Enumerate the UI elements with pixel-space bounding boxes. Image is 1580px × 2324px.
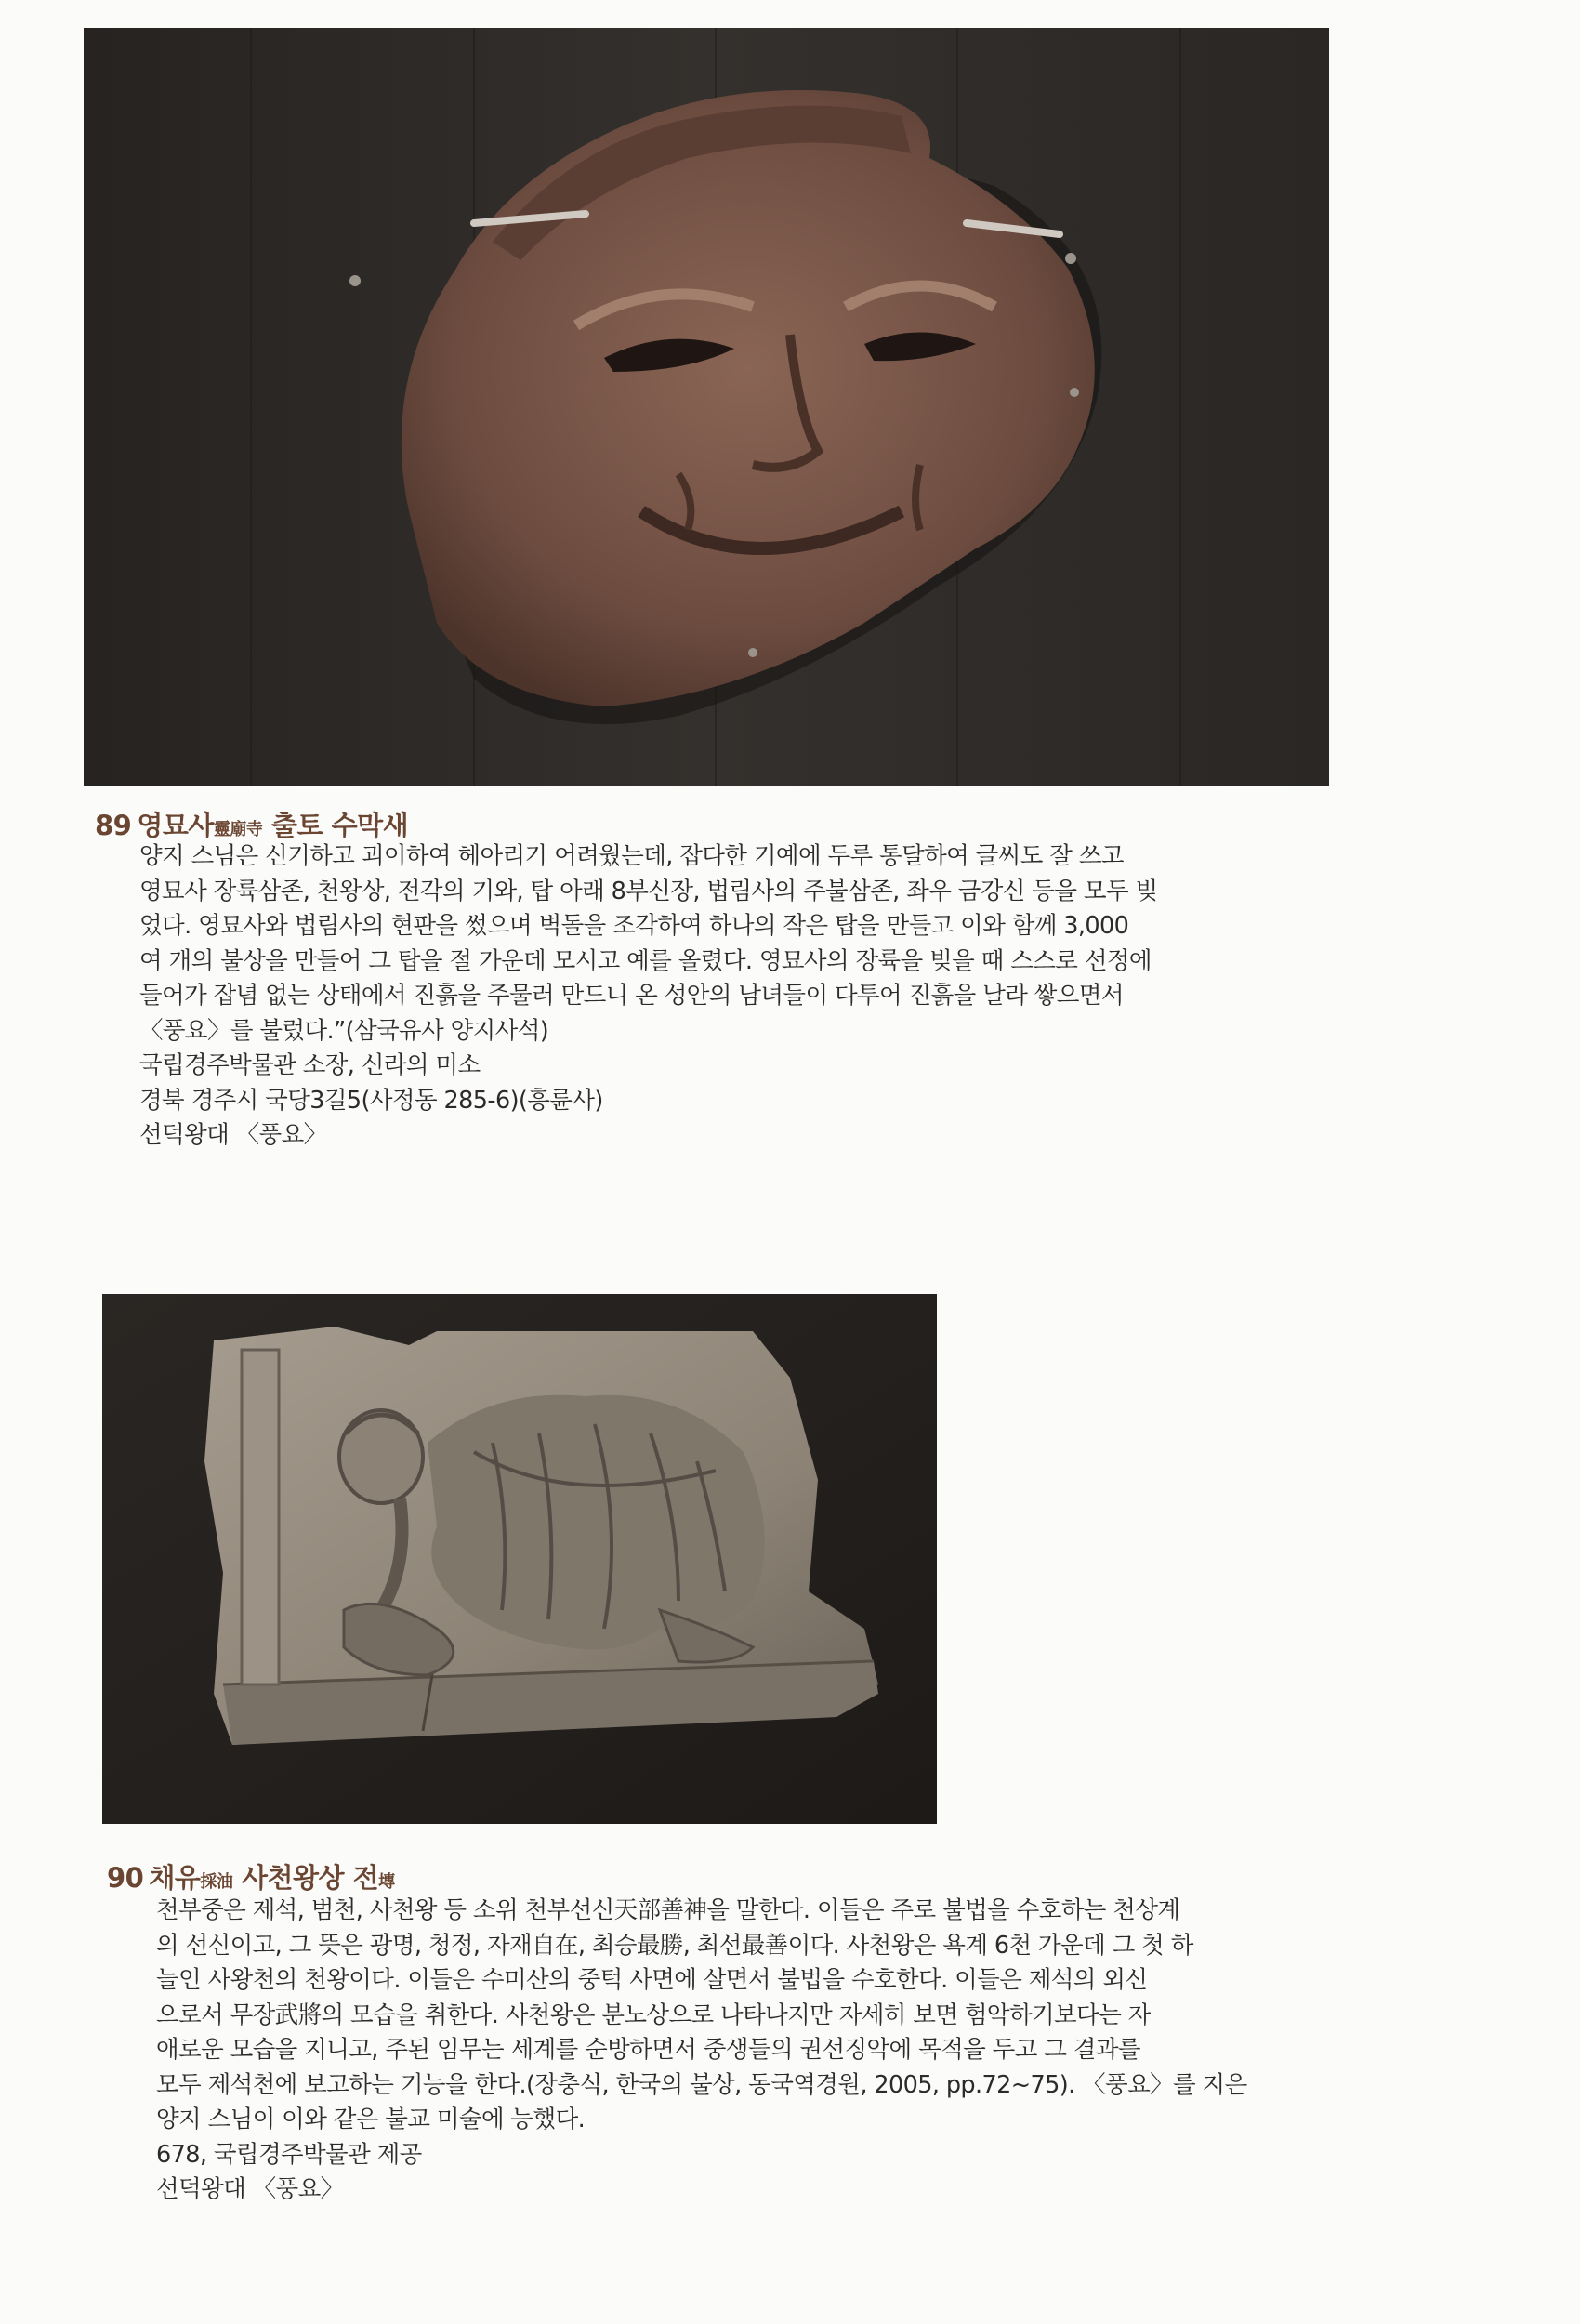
figure-90-line: 의 선신이고, 그 뜻은 광명, 청정, 자재自在, 최승最勝, 최선最善이다. 사천왕은 욕계 6천 가운데 그 첫 하 [156,1931,1193,1960]
figure-89-title [95,805,408,843]
figure-89-title-hanja: 靈廟寺 [213,820,263,839]
figure-89-number: 89 [95,810,132,841]
figure-89-line: 영묘사 장륙삼존, 천왕상, 전각의 기와, 탑 아래 8부신장, 법림사의 주불삼존, 좌우 금강신 등을 모두 빚 [139,877,1158,905]
figure-89-line: 〈풍요〉를 불렀다.”(삼국유사 양지사석) [139,1016,549,1045]
heavenly-king-tile-photo [102,1294,937,1824]
figure-90-title [107,1857,395,1895]
figure-90-description [156,1894,1355,2208]
figure-90-title-hanja-tile: 塼 [378,1872,395,1892]
figure-89-title-rest: 출토 수막새 [262,810,409,841]
figure-90-line: 늘인 사왕천의 천왕이다. 이들은 수미산의 중턱 사면에 살면서 불법을 수호한다. 이들은 제석의 외신 [156,1966,1148,1994]
roof-tile-face-image [84,28,1329,786]
figure-90-line: 으로서 무장武將의 모습을 취한다. 사천왕은 분노상으로 나타나지만 자세히 보면 험악하기보다는 자 [156,2000,1151,2029]
figure-89-description [139,839,1338,1154]
figure-89-source: 국립경주박물관 소장, 신라의 미소 [139,1051,481,1079]
figure-90-line: 모두 제석천에 보고하는 기능을 한다.(장충식, 한국의 불상, 동국역경원, 2005, pp.72~75). 〈풍요〉를 지은 [156,2070,1247,2099]
figure-89-line: 여 개의 불상을 만들어 그 탑을 절 가운데 모시고 예를 올렸다. 영묘사의 장륙을 빚을 때 스스로 선정에 [139,946,1152,975]
figure-90-era: 선덕왕대 〈풍요〉 [156,2175,344,2203]
figure-90-number: 90 [107,1862,144,1894]
roof-tile-face-photo [84,28,1329,786]
figure-89-title-korean: 영묘사 [137,810,214,841]
figure-90-title-korean: 채유 [149,1862,201,1894]
figure-90-line: 천부중은 제석, 범천, 사천왕 등 소위 천부선신天部善神을 말한다. 이들은 주로 불법을 수호하는 천상계 [156,1896,1180,1924]
figure-89-location: 경북 경주시 국당3길5(사정동 285-6)(흥륜사) [139,1086,603,1115]
figure-90-title-hanja: 採油 [200,1872,233,1892]
figure-89-line: 었다. 영묘사와 법림사의 현판을 썼으며 벽돌을 조각하여 하나의 작은 탑을 만들고 이와 함께 3,000 [139,912,1129,940]
figure-89-era: 선덕왕대 〈풍요〉 [139,1121,327,1149]
figure-90-title-rest: 사천왕상 전 [232,1862,379,1894]
figure-90-source: 678, 국립경주박물관 제공 [156,2140,422,2169]
figure-89-line: 들어가 잡념 없는 상태에서 진흙을 주물러 만드니 온 성안의 남녀들이 다투어 진흙을 날라 쌓으면서 [139,982,1124,1010]
figure-89-line: 양지 스님은 신기하고 괴이하여 헤아리기 어려웠는데, 잡다한 기예에 두루 통달하여 글씨도 잘 쓰고 [139,842,1124,870]
figure-90-line: 애로운 모습을 지니고, 주된 임무는 세계를 순방하면서 중생들의 권선징악에 목적을 두고 그 결과를 [156,2036,1140,2064]
figure-90-line: 양지 스님이 이와 같은 불교 미술에 능했다. [156,2106,586,2133]
heavenly-king-tile-image [102,1294,937,1824]
